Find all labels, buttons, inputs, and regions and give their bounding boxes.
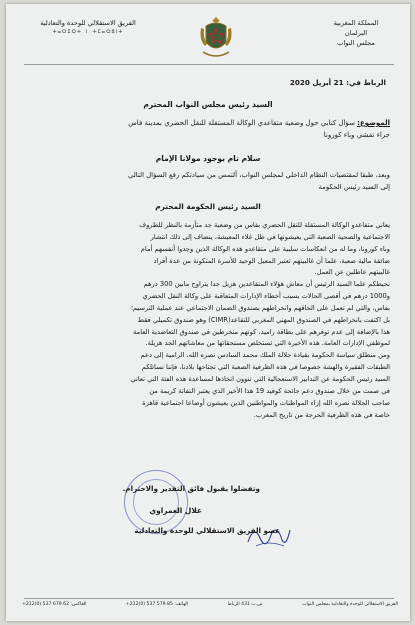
subject-line-2: جراء تفشي وباء كورونا [323, 131, 390, 139]
closing-formula: وتفضلوا بقبول فائق التقدير والاحترام. [122, 484, 260, 493]
body-line: ضائقة مالية صعبة، علما أن غالبيتهم تعتبر المعيل الوحيد للأسرة المتكونة من عدة أفراد [153, 256, 390, 265]
header-right [316, 18, 396, 48]
letter-footer [22, 602, 398, 607]
footer-divider [24, 598, 394, 599]
intro-line: إلى السيد رئيس الحكومة [318, 182, 390, 191]
body-line: لموظفي الإدارات العامة. هذه الأخيرة التي تستخلص مستحقاتها من معاشاتهم الجد هزيلة. [145, 339, 390, 348]
body-line: غالبيتهم عاطلين عن العمل. [314, 268, 390, 277]
body-line: صاحب الجلالة نصره الله إزاء المواطنات والمواطنين الذين يعيشون أوضاعا اجتماعية قاهرة [142, 398, 390, 407]
body-line: خاصة في هذه الظرفية الحرجة من تاريخ المغرب. [253, 410, 390, 419]
body-line: بل اكتفت بانخراطهم في الصندوق المهني المغربي للتقاعد(CIMR) وهو صندوق تكميلي فقط [137, 315, 390, 324]
moroccan-coat-of-arms-icon [197, 14, 235, 62]
body-line: وباء كورونا، وما له من انعكاسات سلبية على متقاعدو هذه الوكالة الذين وجدوا أنفسهم أمام [140, 244, 390, 253]
group-name-header: الفريق الاستقلالي للوحدة والتعادلية [40, 19, 136, 27]
official-stamp [124, 470, 188, 534]
handwritten-signature [244, 518, 292, 552]
body-paragraph [28, 220, 390, 421]
addressee: السيد رئيس مجلس النواب المحترم [143, 100, 273, 109]
parliament-label: البرلمان [344, 29, 368, 37]
body-line: ومن منطلق سياسة الحكومة بقيادة جلالة الملك محمد السادس نصره الله، الرامية إلى دعم [140, 351, 390, 360]
body-line: السيد رئيس الحكومة عن التدابير الاستعجالية التي تنوون اتخاذها لمساعدة هذه الفئة التي تعاني [130, 374, 390, 383]
intro-line: وبعد، طبقا لمقتضيات النظام الداخلي لمجلس النواب، ألتمس من سيادتكم رفع السؤال التالي [127, 171, 390, 179]
signatory-name: علال العمراوي [149, 506, 202, 515]
body-line: نحيطكم علما السيد الرئيس أن معاش هؤلاء المتقاعدين هزيل جدا يتراوح مابين 300 درهم [143, 280, 390, 289]
footer-fax: الفاكس: 62 679 537 (0)212+ [22, 602, 87, 607]
footer-po-box: ص.ب 431 الرباط [227, 602, 263, 607]
intro-paragraph [28, 170, 390, 194]
header-left [28, 18, 148, 38]
body-line: يعاني متقاعدو الوكالة المستقلة للنقل الحضري بفاس من وضعية جد متأزمة بالنظر للظروف [139, 221, 390, 229]
body-line: هذا بالإضافة إلى عدم توفرهم على بطاقة راميد، كونهم منخرطين في صندوق التعاضدية العامة [133, 327, 390, 336]
greeting: سلام تام بوجود مولانا الإمام [155, 154, 261, 163]
body-line: في صمت من خلال صندوق دعم جائحة كوفيد 19 هذا الأخير الذي يعتبر التفاتة كريمة من [149, 386, 390, 395]
house-label: مجلس النواب [337, 39, 375, 47]
signatory-title: عضو الفريق الاستقلالي للوحدة والتعادلية [134, 526, 280, 535]
recipient-heading: السيد رئيس الحكومة المحترم [155, 202, 261, 211]
body-line: و1000 درهم في أقصى الحالات بسبب أخطاء الإدارات المتعاقبة على وكالة النقل الحضري [142, 292, 390, 301]
footer-phone: الهاتف: 85 579 537 (0)212+ [125, 602, 189, 607]
kingdom-label: المملكة المغربية [333, 19, 379, 27]
footer-address: الفريق الاستقلالي للوحدة والتعادلية بمجلس النواب [302, 602, 398, 607]
body-line: بفاس، والتي لم تعمل على الحاقهم وانخراطهم بصندوق الضمان الاجتماعي عند عملية الترسيم؛ [130, 303, 390, 312]
header-divider [24, 64, 394, 65]
group-name-tifinagh: ⵜⴰⵔⵉⵔⵜ ⵏ ⵜⵎⴰⵔⵓⵏⵜ [52, 30, 124, 35]
body-line: الاجتماعية والصحية الصعبة التي يعيشونها في ظل غلاء المعيشة، ينضاف إلى ذلك انتشار [150, 232, 390, 241]
letter-page [6, 4, 410, 621]
subject-line-1: سؤال كتابي حول وضعية متقاعدي الوكالة المستقلة للنقل الحضري بمدينة فاس [128, 119, 355, 127]
letter-date: الرباط في: 21 أبريل 2020 [289, 78, 386, 87]
body-line: الطبقات الفقيرة والهشة خصوصا في هذه الظرفية الصعبة التي تجتاحها بلادنا، فإننا نسائلكم [141, 363, 390, 372]
subject-label: الموضوع: [357, 119, 390, 127]
subject-block [28, 117, 390, 141]
